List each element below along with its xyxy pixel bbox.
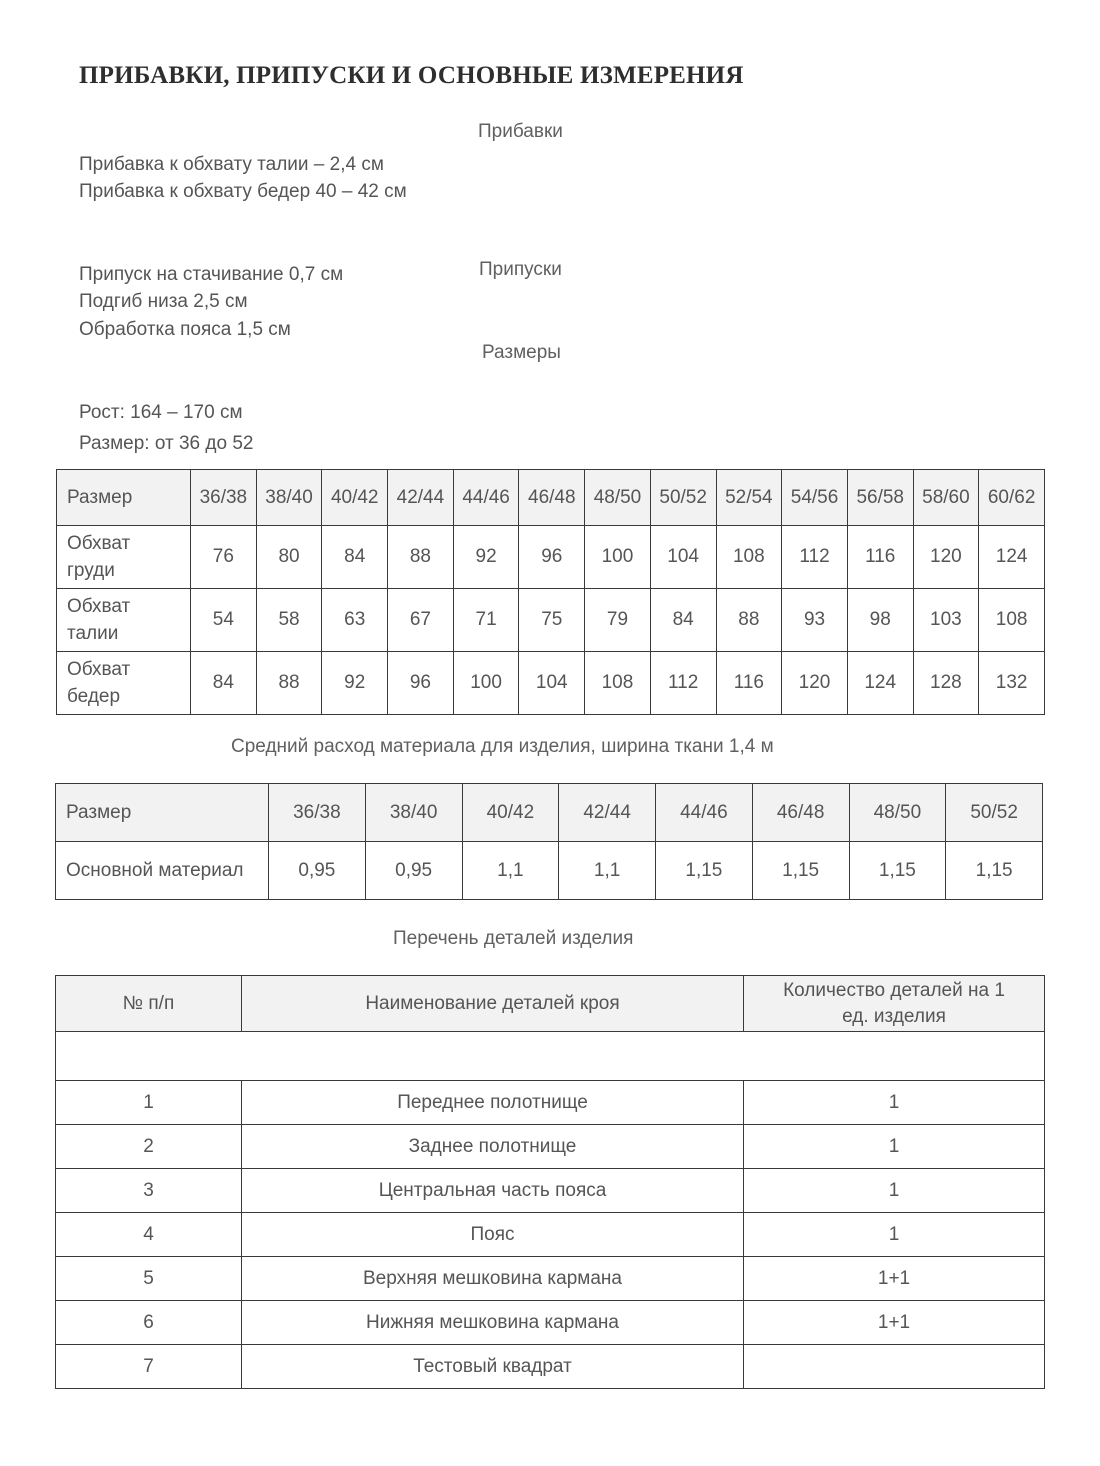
size-header-cell: 50/52 <box>650 470 716 526</box>
table-cell: 1,15 <box>656 842 753 900</box>
number-column-header: № п/п <box>56 976 242 1032</box>
size-header-cell: 38/40 <box>256 470 322 526</box>
part-name-cell: Верхняя мешковина кармана <box>242 1257 744 1301</box>
size-header-cell: 42/44 <box>559 784 656 842</box>
sizes-heading: Размеры <box>482 342 561 363</box>
table-cell: 75 <box>519 589 585 652</box>
table-cell: 1,15 <box>946 842 1043 900</box>
quantity-cell: 1 <box>744 1213 1045 1257</box>
empty-cell <box>56 1032 1045 1081</box>
row-label-line: бедер <box>67 686 121 707</box>
quantity-column-header <box>744 976 1045 1032</box>
table-header-cell: Размер <box>56 784 269 842</box>
table-cell: 116 <box>716 652 782 715</box>
table-cell: 92 <box>322 652 388 715</box>
number-cell: 2 <box>56 1125 242 1169</box>
table-cell: 84 <box>191 652 257 715</box>
row-label-line: Обхват <box>67 533 131 554</box>
hem-allowance-text: Подгиб низа 2,5 см <box>79 291 248 312</box>
table-row <box>56 1081 1045 1125</box>
table-cell: 96 <box>519 526 585 589</box>
table-cell: 112 <box>650 652 716 715</box>
table-row <box>56 1125 1045 1169</box>
size-header-cell: 44/46 <box>453 470 519 526</box>
size-header-cell: 36/38 <box>191 470 257 526</box>
table-row <box>57 589 1045 652</box>
part-name-cell: Тестовый квадрат <box>242 1345 744 1389</box>
table-cell: 1,1 <box>462 842 559 900</box>
table-cell: 71 <box>453 589 519 652</box>
row-label-cell: Основной материал <box>56 842 269 900</box>
allowance-waist-text: Прибавка к обхвату талии – 2,4 см <box>79 154 384 175</box>
quantity-cell: 1 <box>744 1081 1045 1125</box>
number-cell: 3 <box>56 1169 242 1213</box>
table-cell: 63 <box>322 589 388 652</box>
size-header-cell: 40/42 <box>462 784 559 842</box>
allowances-heading: Прибавки <box>478 121 563 142</box>
quantity-header-line: ед. изделия <box>842 1005 946 1027</box>
table-cell: 124 <box>979 526 1045 589</box>
table-row <box>56 1345 1045 1389</box>
size-header-cell: 50/52 <box>946 784 1043 842</box>
table-cell: 88 <box>256 652 322 715</box>
size-range-text: Размер: от 36 до 52 <box>79 433 254 454</box>
table-cell: 104 <box>519 652 585 715</box>
table-cell: 67 <box>388 589 454 652</box>
table-cell: 88 <box>716 589 782 652</box>
table-row <box>57 652 1045 715</box>
quantity-cell: 1+1 <box>744 1257 1045 1301</box>
quantity-cell: 1 <box>744 1125 1045 1169</box>
waistband-allowance-text: Обработка пояса 1,5 см <box>79 319 291 340</box>
row-label-line: талии <box>67 623 119 644</box>
table-cell: 1,1 <box>559 842 656 900</box>
seam-allowances-heading: Припуски <box>479 259 562 280</box>
table-header-row <box>57 470 1045 526</box>
consumption-table <box>55 783 1043 900</box>
table-row <box>56 842 1043 900</box>
table-cell: 92 <box>453 526 519 589</box>
table-cell: 79 <box>585 589 651 652</box>
size-header-cell: 52/54 <box>716 470 782 526</box>
quantity-cell: 1 <box>744 1169 1045 1213</box>
table-header-row <box>56 784 1043 842</box>
table-cell: 124 <box>847 652 913 715</box>
size-header-cell: 36/38 <box>269 784 366 842</box>
table-row <box>57 526 1045 589</box>
name-column-header: Наименование деталей кроя <box>242 976 744 1032</box>
allowance-hips-text: Прибавка к обхвату бедер 40 – 42 см <box>79 181 407 202</box>
row-label-line: Обхват <box>67 659 131 680</box>
page-title: ПРИБАВКИ, ПРИПУСКИ И ОСНОВНЫЕ ИЗМЕРЕНИЯ <box>79 62 744 89</box>
table-cell: 84 <box>322 526 388 589</box>
part-name-cell: Пояс <box>242 1213 744 1257</box>
table-cell: 120 <box>913 526 979 589</box>
table-row <box>56 1257 1045 1301</box>
table-cell: 96 <box>388 652 454 715</box>
table-cell: 132 <box>979 652 1045 715</box>
table-row <box>56 1301 1045 1345</box>
empty-row <box>56 1032 1045 1081</box>
consumption-caption: Средний расход материала для изделия, ширина ткани 1,4 м <box>231 736 774 757</box>
quantity-cell <box>744 1345 1045 1389</box>
size-header-cell: 54/56 <box>782 470 848 526</box>
parts-table <box>55 975 1045 1389</box>
table-cell: 58 <box>256 589 322 652</box>
number-cell: 5 <box>56 1257 242 1301</box>
size-header-cell: 42/44 <box>388 470 454 526</box>
table-header-cell: Размер <box>57 470 191 526</box>
seam-allowance-text: Припуск на стачивание 0,7 см <box>79 264 344 285</box>
size-header-cell: 56/58 <box>847 470 913 526</box>
quantity-header-line: Количество деталей на 1 <box>783 979 1005 1001</box>
size-header-cell: 48/50 <box>849 784 946 842</box>
size-header-cell: 58/60 <box>913 470 979 526</box>
table-cell: 116 <box>847 526 913 589</box>
size-header-cell: 40/42 <box>322 470 388 526</box>
table-cell: 93 <box>782 589 848 652</box>
table-cell: 100 <box>453 652 519 715</box>
row-label-cell <box>57 652 191 715</box>
table-cell: 108 <box>716 526 782 589</box>
parts-caption: Перечень деталей изделия <box>393 928 634 949</box>
quantity-cell: 1+1 <box>744 1301 1045 1345</box>
table-cell: 0,95 <box>269 842 366 900</box>
size-header-cell: 44/46 <box>656 784 753 842</box>
size-header-cell: 46/48 <box>752 784 849 842</box>
row-label-cell <box>57 589 191 652</box>
part-name-cell: Переднее полотнище <box>242 1081 744 1125</box>
table-header-row <box>56 976 1045 1032</box>
part-name-cell: Центральная часть пояса <box>242 1169 744 1213</box>
table-cell: 84 <box>650 589 716 652</box>
table-cell: 108 <box>979 589 1045 652</box>
table-cell: 103 <box>913 589 979 652</box>
size-header-cell: 46/48 <box>519 470 585 526</box>
table-row <box>56 1213 1045 1257</box>
table-cell: 100 <box>585 526 651 589</box>
table-cell: 1,15 <box>849 842 946 900</box>
part-name-cell: Нижняя мешковина кармана <box>242 1301 744 1345</box>
table-cell: 112 <box>782 526 848 589</box>
table-cell: 80 <box>256 526 322 589</box>
table-cell: 104 <box>650 526 716 589</box>
row-label-line: груди <box>67 560 115 581</box>
table-cell: 88 <box>388 526 454 589</box>
number-cell: 7 <box>56 1345 242 1389</box>
table-cell: 98 <box>847 589 913 652</box>
table-cell: 120 <box>782 652 848 715</box>
number-cell: 1 <box>56 1081 242 1125</box>
row-label-line: Обхват <box>67 596 131 617</box>
size-header-cell: 48/50 <box>585 470 651 526</box>
table-cell: 76 <box>191 526 257 589</box>
table-cell: 108 <box>585 652 651 715</box>
measurements-table <box>56 469 1045 715</box>
part-name-cell: Заднее полотнище <box>242 1125 744 1169</box>
size-header-cell: 60/62 <box>979 470 1045 526</box>
size-header-cell: 38/40 <box>365 784 462 842</box>
table-cell: 54 <box>191 589 257 652</box>
number-cell: 4 <box>56 1213 242 1257</box>
table-row <box>56 1169 1045 1213</box>
row-label-cell <box>57 526 191 589</box>
table-cell: 128 <box>913 652 979 715</box>
height-text: Рост: 164 – 170 см <box>79 402 243 423</box>
table-cell: 1,15 <box>752 842 849 900</box>
table-cell: 0,95 <box>365 842 462 900</box>
number-cell: 6 <box>56 1301 242 1345</box>
